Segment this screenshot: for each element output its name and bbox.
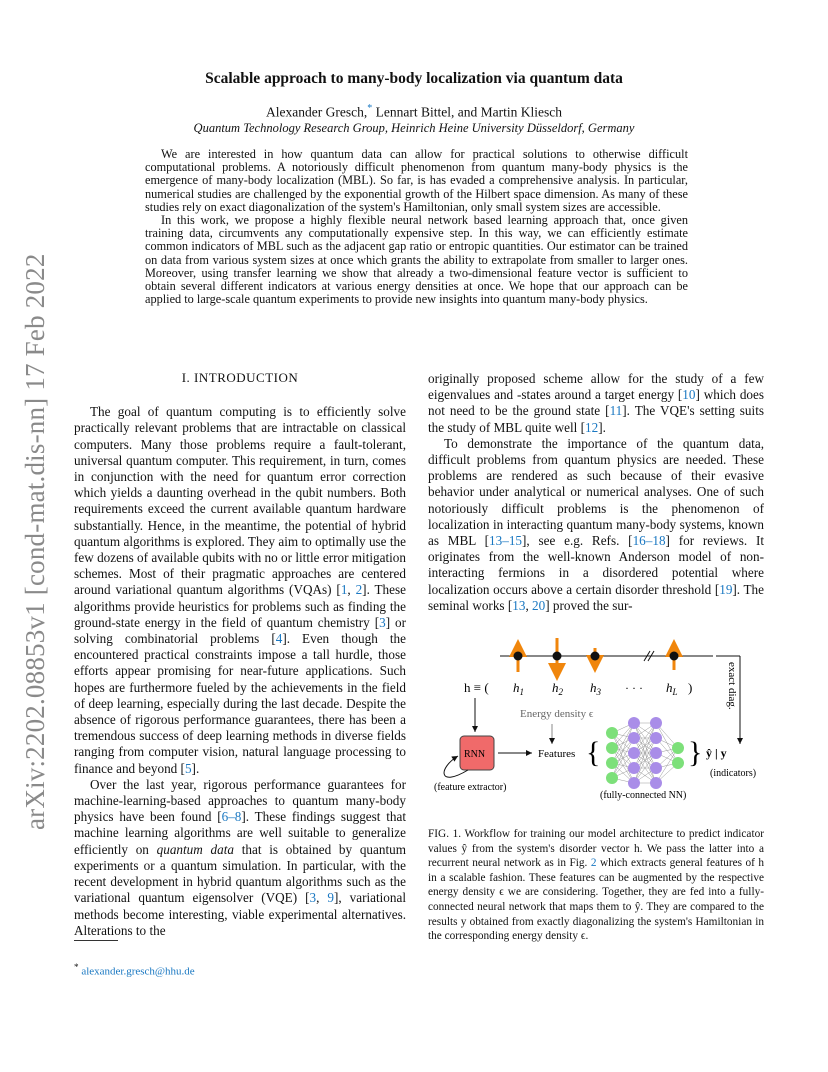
- exact-diag-label: exact diag.: [726, 662, 738, 710]
- footnote-rule: [74, 940, 118, 941]
- citation-link[interactable]: 3: [379, 614, 386, 630]
- citation-link[interactable]: 3: [309, 890, 317, 906]
- h-dots: · · ·: [625, 681, 643, 695]
- figure-caption: FIG. 1. Workflow for training our model architecture to predict indicator values ŷ from the system's disorder vector h. We pass the latter into a recurrent neural network as in Fig. 2 which extracts general features of h in a scalable fashion. These features can be augmented by the respective energy density ϵ we are considering. Together, they are fed into a fully-connected neural network that maps them to ŷ. They are compared to the results y obtained from exactly diagonalizing the system's Hamiltonian in the corresponding energy density ϵ.: [428, 828, 764, 943]
- citation-link[interactable]: 2: [355, 582, 363, 598]
- right-column: [428, 371, 764, 614]
- abstract-paragraph: In this work, we propose a highly flexible neural network based learning approach that, once given training data, circumvents any computationally expensive step. In this way, we can efficiently estimate common indicators of MBL such as the adjacent gap ratio or entropic quantities. Our estimator can be trained on data from various system sizes at once which grants the ability to extrapolate from smaller to larger ones. Moreover, using transfer learning we show that already a two-dimensional feature vector is sufficient to obtain several different indicators at various energy densities at once. We hope that our approach can be applied to large-scale quantum experiments to provide new insights into quantum many-body physics.: [145, 213, 688, 307]
- author-first: Alexander Gresch,: [266, 104, 368, 120]
- h1-label: $h_1$: [513, 680, 524, 697]
- energy-density-label: Energy density ϵ: [520, 708, 594, 720]
- citation-link[interactable]: 4: [275, 631, 283, 647]
- left-column: [74, 370, 406, 939]
- citation-link[interactable]: 12: [585, 419, 599, 435]
- nn-label: (fully-connected NN): [600, 790, 687, 801]
- paper-title: Scalable approach to many-body localization via quantum data: [205, 70, 623, 87]
- citation-link[interactable]: 13: [512, 597, 526, 613]
- abstract-paragraph: We are interested in how quantum data can allow for practical solutions to otherwise difficult computational problems. A notoriously difficult phenomenon from quantum many-body physics is the emergence of many-body localization (MBL). So far, is has evaded a comprehensive analysis. In particular, numerical studies are challenged by the exponential growth of the Hilbert space dimension. As many of these studies rely on exact diagonalization of the system's Hamiltonian, only small system sizes are accessible.: [145, 147, 688, 214]
- feature-extractor-label: (feature extractor): [434, 782, 507, 793]
- body-paragraph: originally proposed scheme allow for the study of a few eigenvalues and -states around a target energy [10] which does not need to be the ground state [11]. The VQE's setting suits the study of MBL quite well [12].: [428, 371, 764, 435]
- spin-site-1: [514, 642, 523, 672]
- h-close-paren: ): [688, 680, 693, 695]
- author-list: [0, 103, 828, 121]
- h2-label: $h_2$: [552, 680, 563, 697]
- citation-link[interactable]: 13–15: [489, 533, 522, 549]
- figure-workflow: [428, 628, 768, 818]
- citation-link[interactable]: 1: [340, 582, 348, 598]
- body-paragraph: Over the last year, rigorous performance guarantees for machine-learning-based approaches to quantum many-body physics have been found [6–8]. These findings suggest that machine learning algorithms are well suitable to generalize efficiently on quantum data that is obtained by quantum experiments or a quantum simulation. In particular, with the recent development in hybrid quantum algorithms such as the variational quantum eigensolver (VQE) [3, 9], variational methods become interesting, viable experimental alternatives. Alterations to the: [74, 776, 407, 938]
- arxiv-identifier: arXiv:2202.08853v1 [cond-mat.dis-nn] 17 Feb 2022: [20, 253, 50, 830]
- citation-link[interactable]: 6–8: [221, 809, 242, 825]
- body-paragraph: To demonstrate the importance of the quantum data, difficult problems from quantum physics are needed. These problems are rendered as such because of their evasive behavior under analytical or numerical analyses. One of such notoriously difficult problems is the phenomenon of localization in interacting quantum many-body systems, known as MBL [13–15], see e.g. Refs. [16–18] for reviews. It originates from the well-known Anderson model of non-interacting fermions in a disordered potential where localization occurs above a certain disorder threshold [19]. The seminal works [13, 20] proved the sur-: [428, 435, 765, 613]
- citation-link[interactable]: 11: [609, 403, 623, 419]
- spin-site-2: [553, 638, 562, 678]
- nn-edges: [612, 723, 678, 783]
- author-footnote-mark[interactable]: *: [367, 103, 373, 114]
- abstract: [145, 148, 688, 306]
- author-rest: Lennart Bittel, and Martin Kliesch: [372, 104, 562, 120]
- right-brace: }: [688, 736, 703, 769]
- footnote-mark: *: [74, 962, 79, 972]
- spin-site-3: [591, 648, 600, 670]
- citation-link[interactable]: 5: [184, 760, 192, 776]
- citation-link[interactable]: 19: [719, 581, 733, 597]
- h-vector-label: h ≡ (: [464, 680, 489, 695]
- output-label: ŷ | y: [706, 746, 727, 760]
- indicators-label: (indicators): [710, 768, 757, 779]
- figure-ref-link[interactable]: 2: [590, 857, 597, 870]
- citation-link[interactable]: 20: [532, 597, 546, 613]
- h3-label: $h_3$: [590, 680, 601, 697]
- hL-label: $h_L$: [666, 680, 678, 697]
- affiliation: Quantum Technology Research Group, Heinrich Heine University Düsseldorf, Germany: [193, 121, 635, 135]
- citation-link[interactable]: 9: [327, 890, 334, 906]
- body-paragraph: The goal of quantum computing is to efficiently solve practically relevant problems that are intractable on classical computers. Many those problems require a fault-tolerant, universal quantum computer. This requirement, in turn, comes in conjunction with the need for quantum error correction which yields a daunting overhead in the qubit numbers. Both requirements exceed the current available quantum hardware substantially. Hence, in the meantime, the potential of hybrid quantum algorithms is explored. They aim to optimally use the few dozens of available qubits with no or little error mitigation schemes. Most of their pragmatic approaches are centered around variational quantum algorithms (VQAs) [1, 2]. These algorithms provide heuristics for problems such as finding the ground-state energy in the field of quantum chemistry [3] or solving combinatorial problems [4]. Even though the encountered practical constraints impose a tall hurdle, those efforts appear promising for near-future applications. Such hopes are furthermore fueled by the achievements in the field of deep learning, especially during the last decade. Despite the absence of rigorous performance guarantees, there has been a tremendous success of deep learning methods in diverse fields ranging from computer vision, natural language processing to finance and beyond [5].: [74, 404, 407, 776]
- email-link[interactable]: alexander.gresch@hhu.de: [81, 965, 195, 978]
- workflow-diagram: [428, 628, 768, 818]
- section-heading: I. INTRODUCTION: [181, 370, 299, 385]
- features-label: Features: [538, 748, 576, 760]
- spin-site-L: [670, 642, 679, 670]
- citation-link[interactable]: 10: [682, 387, 696, 403]
- footnote: [74, 962, 195, 978]
- rnn-label: RNN: [464, 749, 486, 760]
- left-brace: {: [586, 736, 601, 769]
- citation-link[interactable]: 16–18: [632, 533, 666, 549]
